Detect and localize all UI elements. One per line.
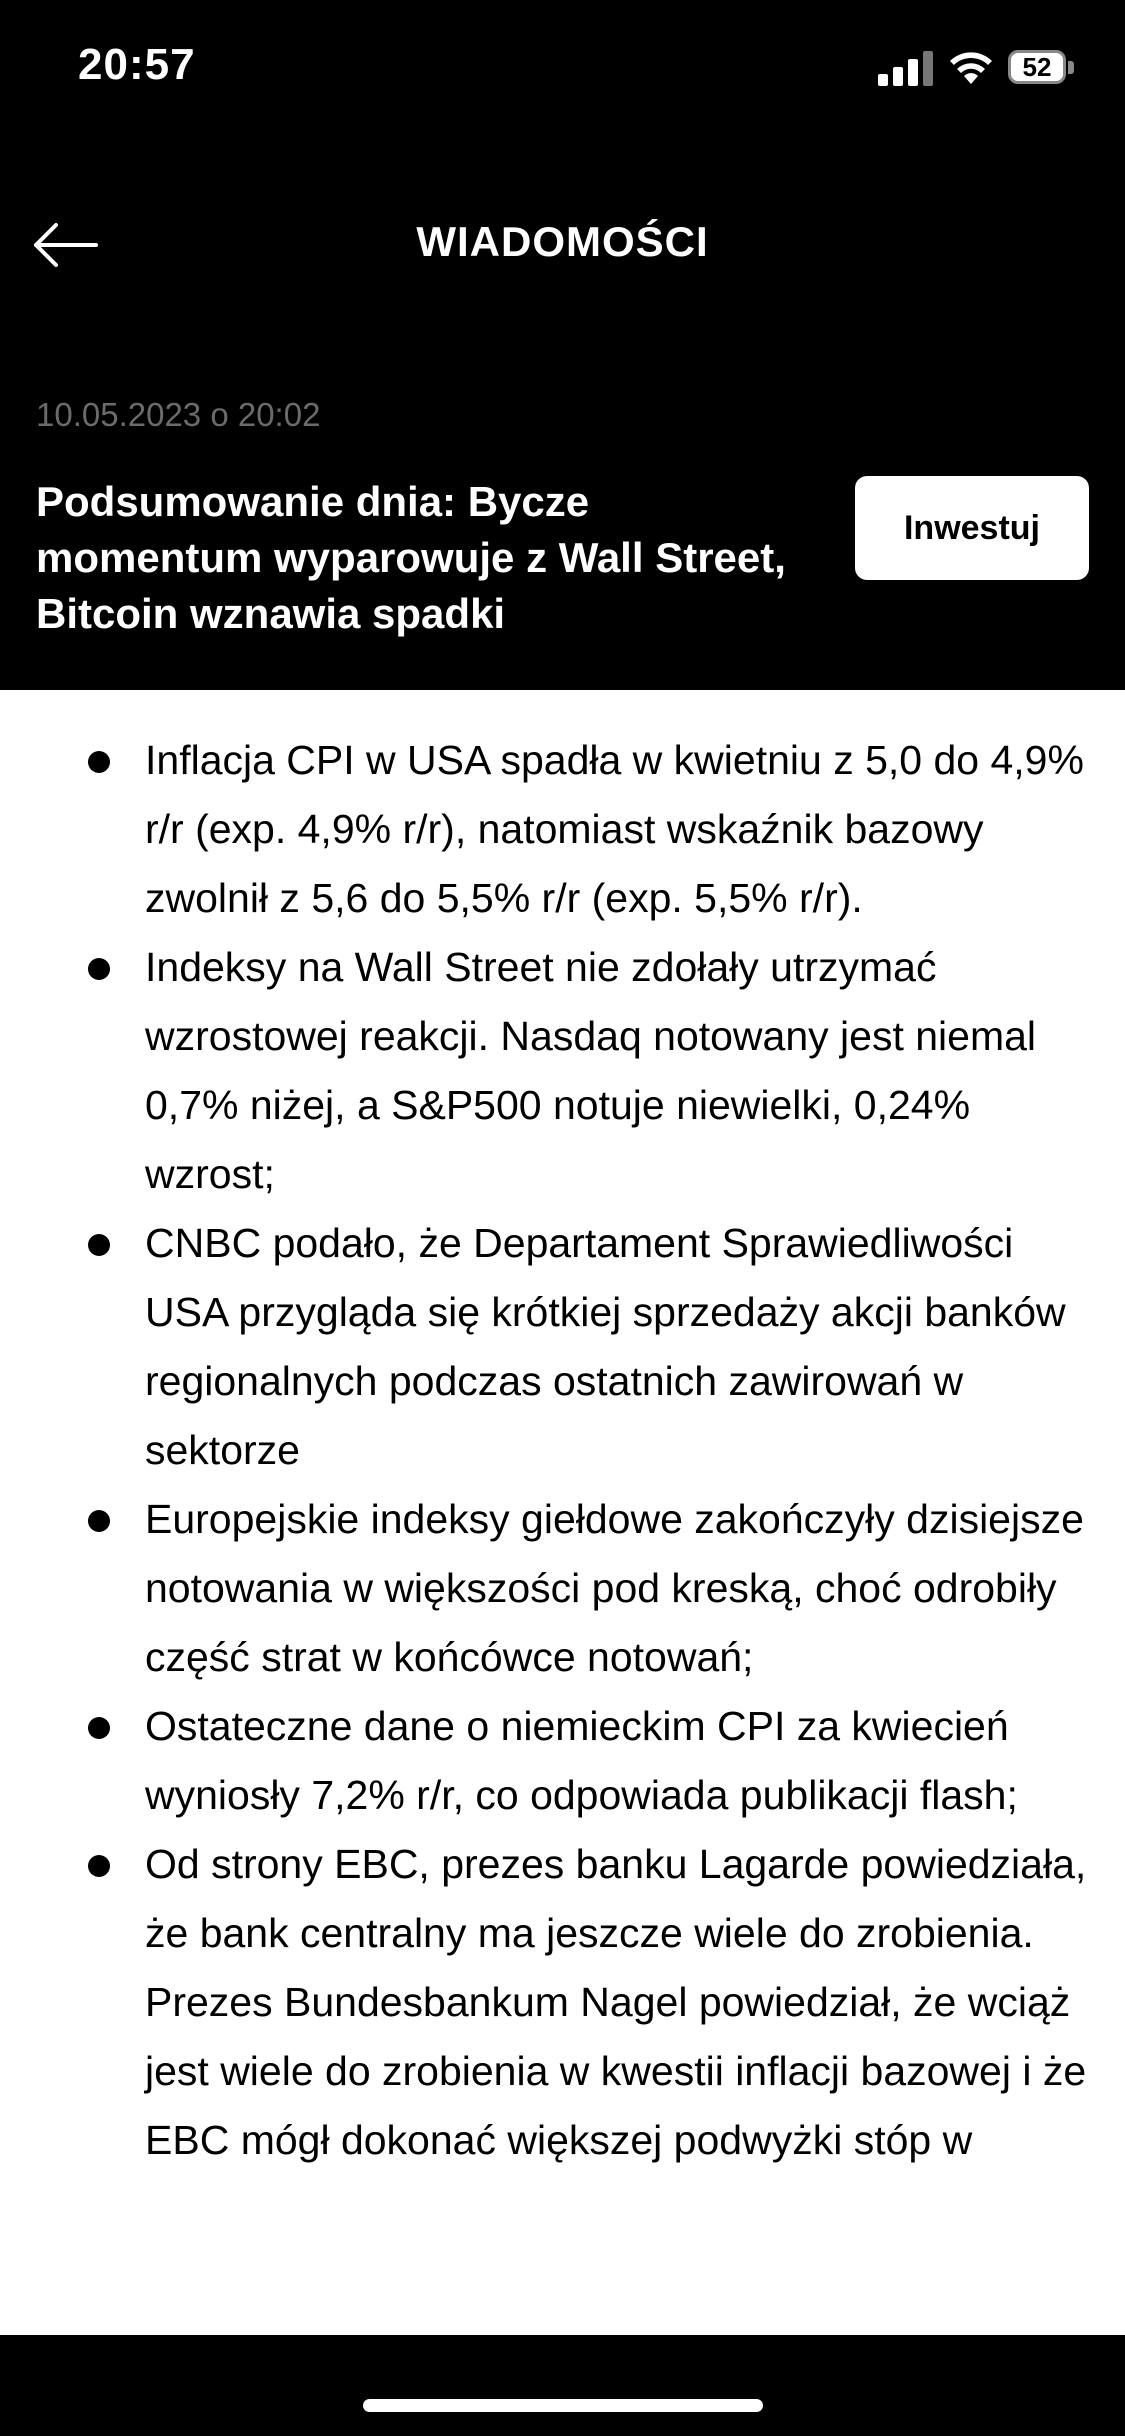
list-item [145,726,1090,933]
article-body[interactable] [0,690,1125,2335]
bullet-icon [88,958,110,980]
list-item [145,1830,1090,2175]
status-bar [0,0,1125,140]
bullet-icon [88,751,110,773]
list-item-text: Inflacja CPI w USA spadła w kwietniu z 5,0 do 4,9% r/r (exp. 4,9% r/r), natomiast wskaźnik bazowy zwolnił z 5,6 do 5,5% r/r (exp. 5,5% r/r). [145,737,1084,921]
battery-icon [1008,50,1074,86]
article-headline: Podsumowanie dnia: Bycze momentum wyparowuje z Wall Street, Bitcoin wznawia spadki [36,478,786,637]
article-bullet-list [0,690,1125,2175]
list-item [145,1209,1090,1485]
page-title: WIADOMOŚCI [416,218,709,265]
home-indicator[interactable] [363,2399,763,2412]
list-item-text: Ostateczne dane o niemieckim CPI za kwiecień wyniosły 7,2% r/r, co odpowiada publikacji flash; [145,1703,1018,1818]
bullet-icon [88,1717,110,1739]
article-date: 10.05.2023 o 20:02 [36,396,321,433]
wifi-icon [948,48,994,86]
status-time: 20:57 [78,40,196,89]
battery-level: 52 [1022,52,1052,82]
list-item-text: CNBC podało, że Departament Sprawiedliwości USA przygląda się krótkiej sprzedaży akcji banków regionalnych podczas ostatnich zawirowań w sektorze [145,1220,1066,1473]
list-item-text: Europejskie indeksy giełdowe zakończyły dzisiejsze notowania w większości pod kreską, choć odrobiły część strat w końcówce notowań; [145,1496,1084,1680]
list-item [145,1485,1090,1692]
bullet-icon [88,1234,110,1256]
bullet-icon [88,1855,110,1877]
list-item [145,1692,1090,1830]
list-item-text: Od strony EBC, prezes banku Lagarde powiedziała, że bank centralny ma jeszcze wiele do zrobienia. Prezes Bundesbankum Nagel powiedział, że wciąż jest wiele do zrobienia w kwestii inflacji bazowej i że EBC mógł dokonać większej podwyżki stóp w [145,1841,1087,2163]
bullet-icon [88,1510,110,1532]
nav-bar [0,190,1125,300]
home-bar-area [0,2335,1125,2436]
invest-button[interactable]: Inwestuj [855,476,1089,580]
cellular-signal-icon [878,50,934,86]
list-item-text: Indeksy na Wall Street nie zdołały utrzymać wzrostowej reakcji. Nasdaq notowany jest niemal 0,7% niżej, a S&P500 notuje niewielki, 0,24% wzrost; [145,944,1037,1197]
list-item [145,933,1090,1209]
